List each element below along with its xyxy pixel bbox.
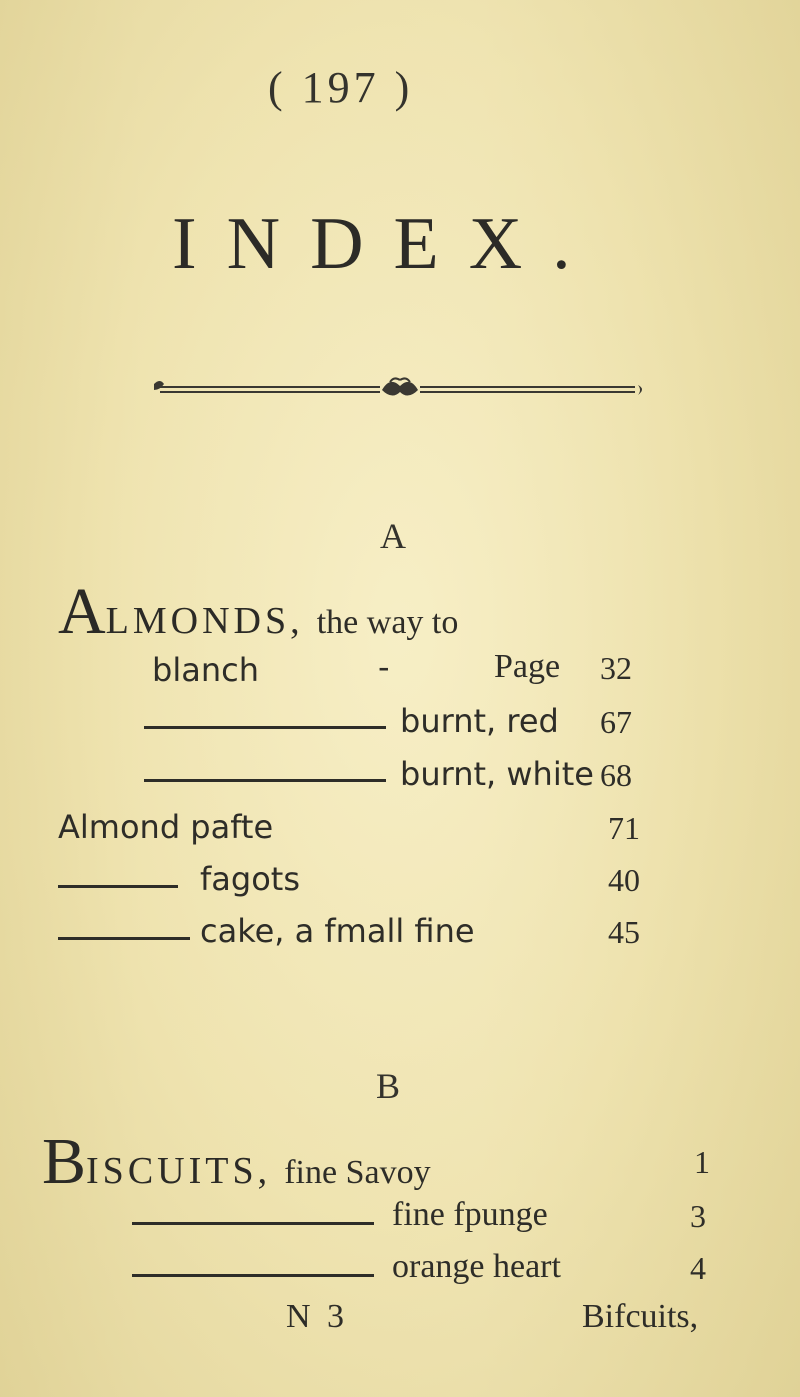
page-number: ( 197 ) — [268, 63, 414, 112]
entry-text: burnt, white — [400, 755, 594, 793]
entry-text: cake, a fmall fine — [200, 912, 475, 950]
entry-separator: - — [378, 648, 390, 686]
page-title: INDEX. — [172, 203, 601, 285]
ditto-rule — [144, 779, 386, 782]
entry-text: fine fpunge — [392, 1196, 548, 1233]
entry-text: fagots — [200, 860, 300, 898]
entry-text: orange heart — [392, 1248, 561, 1285]
signature-mark: N 3 — [286, 1298, 349, 1335]
heading-tail: the way to — [316, 604, 459, 641]
section-letter-a: A — [380, 516, 406, 556]
entry-text: blanch — [152, 651, 259, 689]
entry-page: 68 — [600, 757, 632, 793]
entry-page: 40 — [608, 862, 640, 898]
entry-page: 67 — [600, 704, 632, 740]
entry-page: 45 — [608, 914, 640, 950]
drop-initial-b: B — [42, 1125, 87, 1198]
entry-page: 4 — [690, 1250, 706, 1286]
ditto-rule — [132, 1222, 374, 1225]
heading-word-rest: LMONDS, — [105, 600, 304, 642]
entry-page: 3 — [690, 1198, 706, 1234]
entry-text: burnt, red — [400, 702, 559, 740]
section-letter-b: B — [376, 1066, 401, 1106]
page-label: Page — [494, 648, 561, 685]
ditto-rule — [58, 937, 190, 940]
almonds-heading — [58, 574, 458, 650]
biscuits-heading — [42, 1124, 431, 1200]
drop-initial-a: A — [58, 575, 106, 648]
entry-page: 1 — [694, 1144, 710, 1180]
entry-page: 32 — [600, 650, 632, 686]
catchword: Bifcuits, — [582, 1298, 699, 1335]
ditto-rule — [58, 885, 178, 888]
heading-word-rest: ISCUITS, — [86, 1150, 272, 1192]
ornament-divider — [150, 370, 650, 410]
entry-text: Almond pafte — [58, 808, 274, 846]
heading-tail: fine Savoy — [284, 1154, 431, 1191]
ditto-rule — [132, 1274, 374, 1277]
entry-page: 71 — [608, 810, 640, 846]
ditto-rule — [144, 726, 386, 729]
